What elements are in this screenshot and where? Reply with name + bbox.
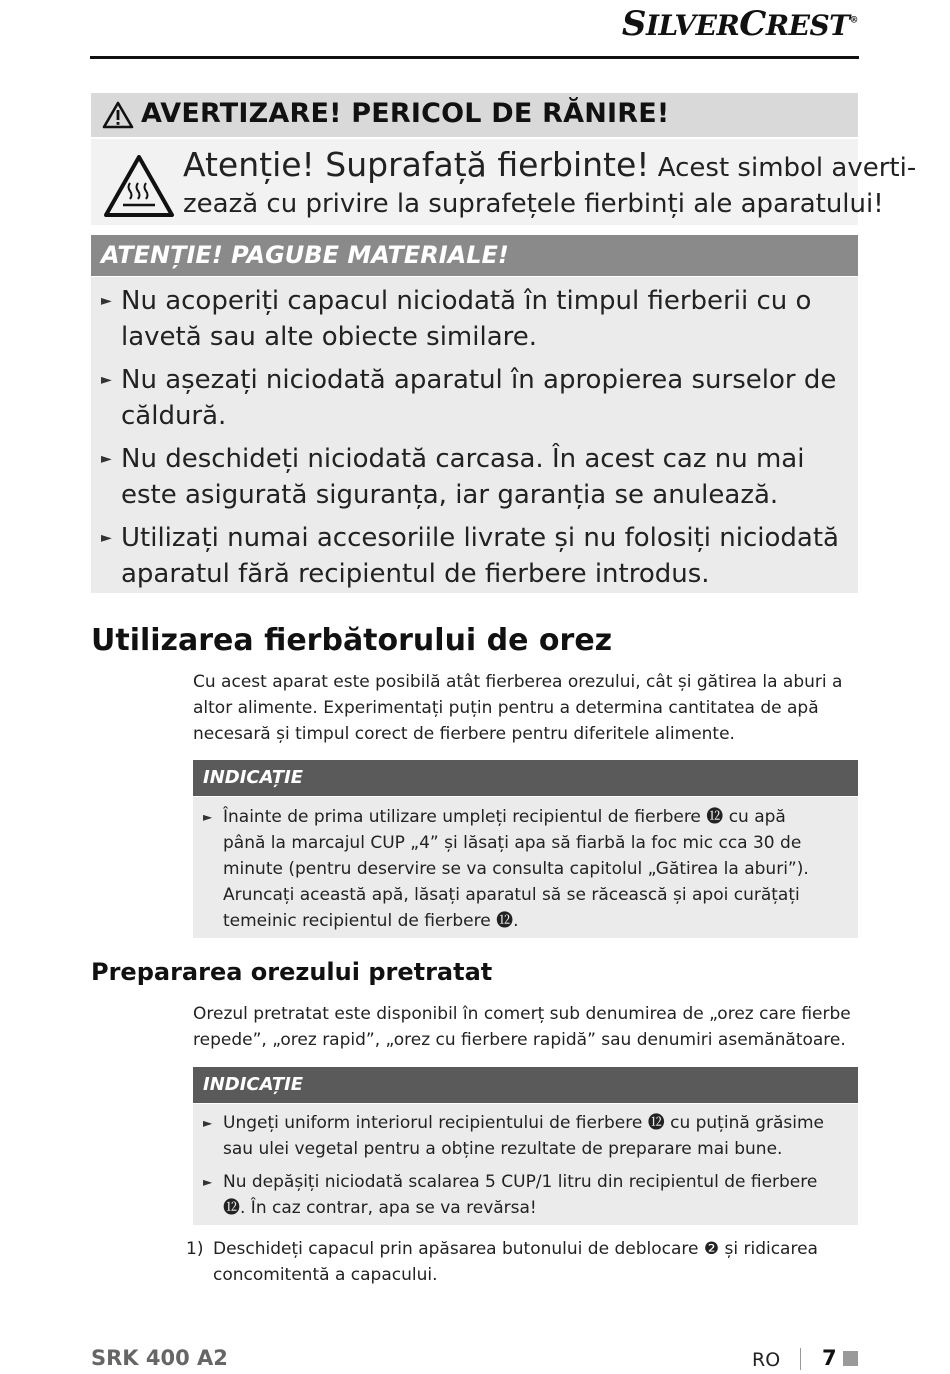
damage-body [91,277,858,593]
page-square-icon [843,1351,858,1366]
list-item: ► Nu deschideți niciodată carcasa. În acest caz nu mai este asigurată siguranța, iar garanția se anulează. [101,441,841,513]
list-item: ► Nu acoperiți capacul niciodată în timpul fierberii cu o lavetă sau alte obiecte similare. [101,283,841,355]
warning-title: AVERTIZARE! PERICOL DE RĂNIRE! [141,98,670,129]
section-paragraph: Orezul pretratat este disponibil în comerț sub denumirea de „orez care fierbe repede”, „orez rapid”, „orez cu fierbere rapidă” sau denumiri asemănătoare. [193,1004,851,1050]
damage-title: ATENȚIE! PAGUBE MATERIALE! [101,241,509,269]
note-header [193,1067,858,1103]
list-item: ► Înainte de prima utilizare umpleți recipientul de fierbere ⓬ cu apă până la marcajul CUP „4” și lăsați apa să fiarbă la foc mic cca 30 de minute (pentru deservire se va consulta capitolul „Gătirea la aburi”). Aruncați această apă, lăsați aparatul să se răcească și apoi curățați temeinic recipientul de fierbere ⓬. [203,804,833,934]
section-paragraph: Cu acest aparat este posibilă atât fierberea orezului, cât și gătirea la aburi a altor alimente. Experimentați puțin pentru a determina cantitatea de apă necesară și timpul corect de fierbere pentru diferitele alimente. [193,672,843,744]
footer-separator [800,1348,801,1370]
warning-triangle-icon [102,101,134,133]
bullet-arrow-icon: ► [203,1175,213,1189]
page-number: 7 [822,1346,837,1370]
subsection-title: Prepararea orezului pretratat [91,958,493,986]
note-body [193,797,858,938]
hot-surface-icon [103,153,175,223]
bullet-arrow-icon: ► [101,372,112,388]
warning-body [91,139,917,225]
warning-text-b: zează cu privire la suprafețele fierbinți ale aparatului! [183,189,884,219]
warning-text-line1 [183,145,916,184]
bullet-arrow-icon: ► [101,451,112,467]
section-title: Utilizarea fierbătorului de orez [91,623,613,658]
warning-text-a: Acest simbol averti- [649,153,917,183]
note-title: INDICAȚIE [203,767,304,788]
header-rule [90,56,859,59]
brand-logo: SILVERCREST® [621,4,858,44]
footer-model: SRK 400 A2 [91,1346,228,1370]
warning-heading: Atenție! Suprafață fierbinte! [183,145,650,184]
step-text: Deschideți capacul prin apăsarea butonului de deblocare ❷ și ridicarea concomitentă a capacului. [213,1239,818,1285]
list-item: ► Utilizați numai accesoriile livrate și nu folosiți niciodată aparatul fără recipientul de fierbere introdus. [101,520,841,592]
list-item: ► Nu depășiți niciodată scalarea 5 CUP/1 litru din recipientul de fierbere ⓬. În caz contrar, apa se va revărsa! [203,1169,833,1221]
bullet-arrow-icon: ► [101,293,112,309]
damage-header [91,235,858,276]
bullet-arrow-icon: ► [203,810,213,824]
list-item: ► Nu așezați niciodată aparatul în apropierea surselor de căldură. [101,362,841,434]
bullet-arrow-icon: ► [101,530,112,546]
list-item: ► Ungeți uniform interiorul recipientului de fierbere ⓬ cu puțină grăsime sau ulei vegetal pentru a obține rezultate de preparare mai bune. [203,1110,833,1162]
footer-language: RO [752,1349,781,1371]
note-title: INDICAȚIE [203,1074,304,1095]
note-body [193,1104,858,1225]
note-header [193,760,858,796]
step-number: 1) [186,1239,204,1259]
bullet-arrow-icon: ► [203,1116,213,1130]
numbered-step [186,1236,858,1288]
warning-header [91,93,858,137]
